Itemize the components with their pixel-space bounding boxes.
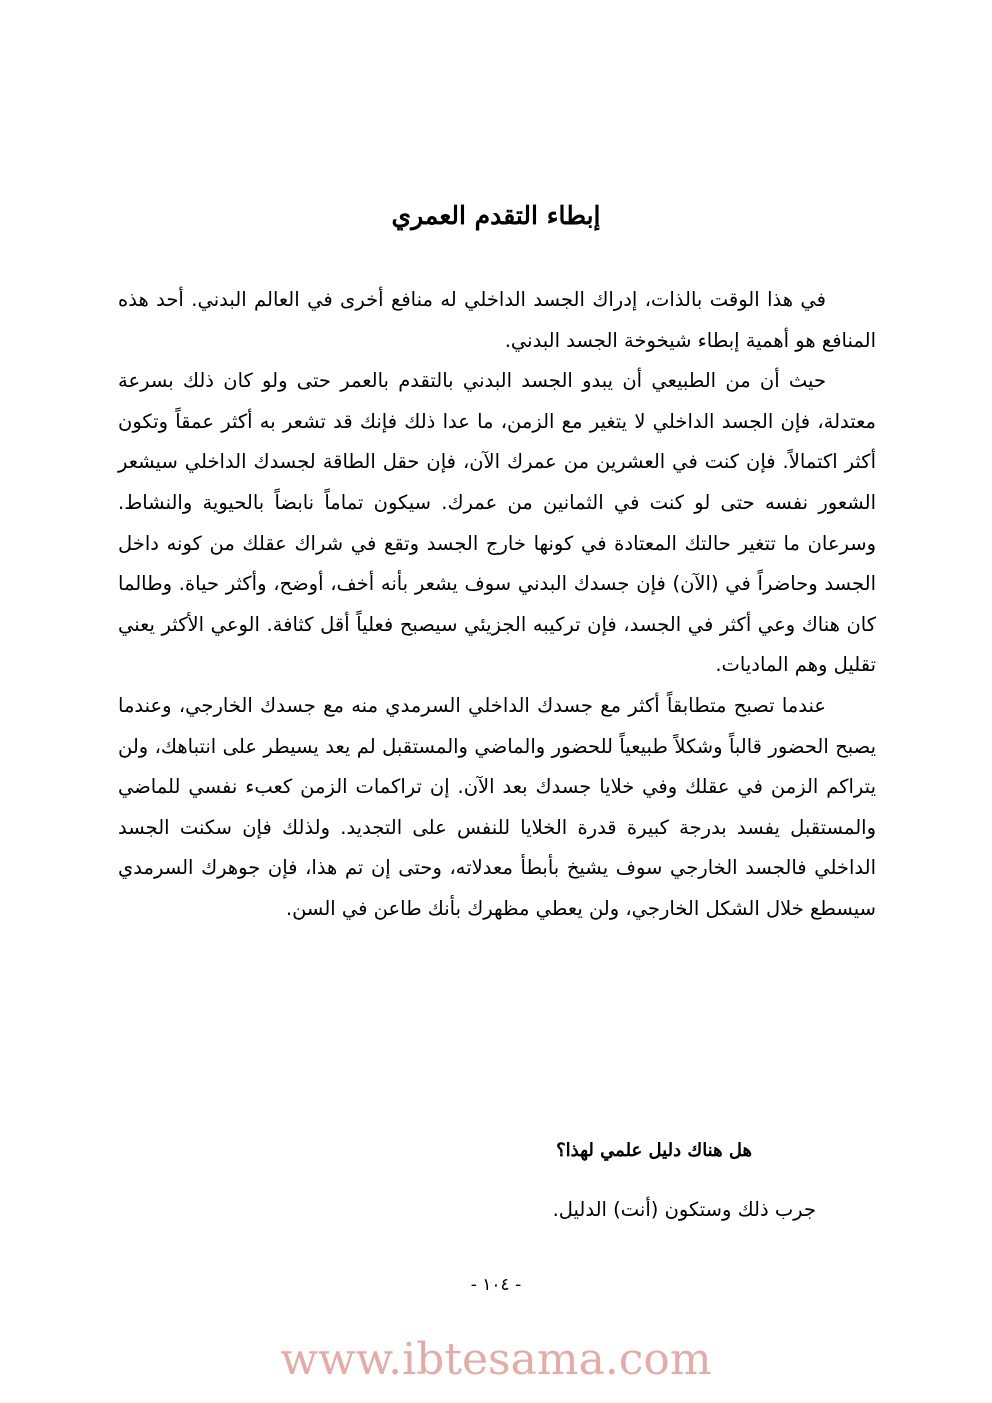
chapter-title: إبطاء التقدم العمري [391, 201, 601, 230]
question-heading: هل هناك دليل علمي لهذا؟ [556, 1140, 752, 1161]
body-text [118, 280, 876, 930]
answer-text: جرب ذلك وستكون (أنت) الدليل. [552, 1198, 816, 1221]
paragraph-1: في هذا الوقت بالذات، إدراك الجسد الداخلي له منافع أخرى في العالم البدني. أحد هذه المنافع هو أهمية إبطاء شيخوخة الجسد البدني. [118, 288, 876, 352]
watermark-url: www.ibtesama.com [280, 1334, 712, 1385]
paragraph-3: عندما تصبح متطابقاً أكثر مع جسدك الداخلي السرمدي منه مع جسدك الخارجي، وعندما يصبح الحضور قالباً وشكلاً طبيعياً للحضور والماضي والمستقبل لم يعد يسيطر على انتباهك، ولن يتراكم الزمن في عقلك وفي خلايا جسدك بعد الآن. إن تراكمات الزمن كعبء نفسي للماضي والمستقبل يفسد بدرجة كبيرة قدرة الخلايا للنفس على التجديد. ولذلك فإن سكنت الجسد الداخلي فالجسد الخارجي سوف يشيخ بأبطأ معدلاته، وحتى إن تم هذا، فإن جوهرك السرمدي سيسطع خلال الشكل الخارجي، ولن يعطي مظهرك بأنك طاعن في السن. [118, 693, 876, 920]
paragraph-2: حيث أن من الطبيعي أن يبدو الجسد البدني بالتقدم بالعمر حتى ولو كان ذلك بسرعة معتدلة، فإن الجسد الداخلي لا يتغير مع الزمن، ما عدا ذلك فإنك قد تشعر به أكثر عمقاً وتكون أكثر اكتمالاً. فإن كنت في العشرين من عمرك الآن، فإن حقل الطاقة لجسدك الداخلي سيشعر الشعور نفسه حتى لو كنت في الثمانين من عمرك. سيكون تماماً نابضاً بالحيوية والنشاط. وسرعان ما تتغير حالتك المعتادة في كونها خارج الجسد وتقع في شراك عقلك من كونه داخل الجسد وحاضراً في (الآن) فإن جسدك البدني سوف يشعر بأنه أخف، أوضح، وأكثر حياة. وطالما كان هناك وعي أكثر في الجسد، فإن تركيبه الجزيئي سيصبح فعلياً أقل كثافة. الوعي الأكثر يعني تقليل وهم الماديات. [118, 369, 876, 677]
page-number: - ١٠٤ - [470, 1275, 522, 1295]
